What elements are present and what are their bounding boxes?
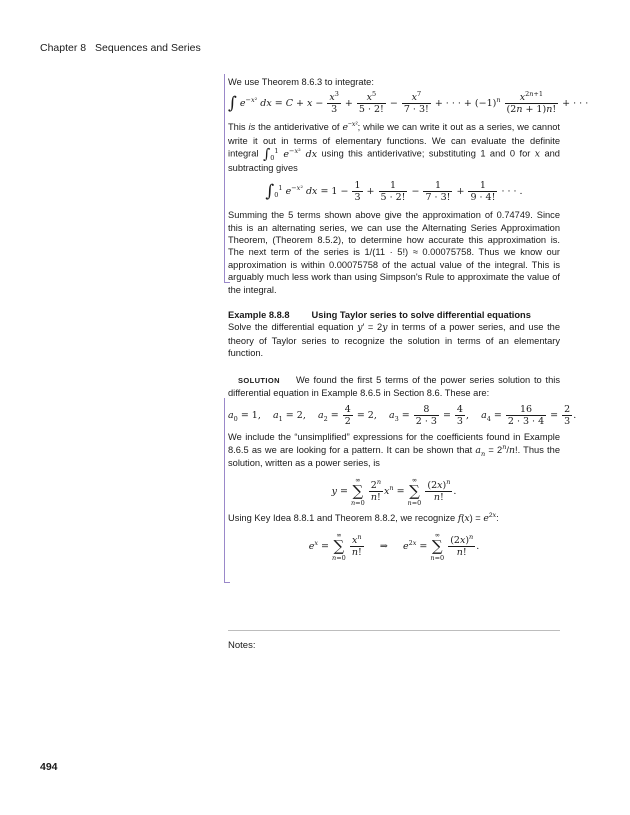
chapter-number: Chapter 8: [40, 42, 87, 54]
equation-coefficients: $a_0 = 1$, $a_1 = 2$, $a_2$ = $\frac{4}{2}$ = 2, $a_3$ = $\frac{8}{2 \cdot 3}$ = $\frac{4}{3}$ , $a_4$ = $\frac{16}{2 \cdot 3 \cdot 4}$ = $\frac{2}{3}$ .: [228, 404, 577, 428]
margin-bar-bottom: [224, 398, 225, 582]
recognize-paragraph: Using Key Idea 8.8.1 and Theorem 8.8.2, we recognize $f(x) = e^{2x}$:: [228, 510, 499, 524]
solution-label: SOLUTION: [238, 375, 280, 385]
margin-bar-bottom-tick: [224, 582, 230, 583]
example-title: Using Taylor series to solve differential equations: [311, 309, 531, 320]
pattern-paragraph: We include the “unsimplified” expressions for the coefficients found in Example 8.6.5 as we are looking for a pattern. It can be shown that $a_n = 2^n/n$!. Thus the solution, written as a power series, is: [228, 432, 560, 469]
example-number: Example 8.8.8: [228, 309, 290, 320]
antiderivative-paragraph: This is the antiderivative of $e^{-x^2}$; while we can write it out as a series, we cannot write it out in terms of elementary functions. We can evaluate the definite integral $\int_0^1$ $e^{-x^2}$ dx using this antiderivative; substituting 1 and 0 for x and subtracting gives: [228, 120, 560, 173]
example-heading: [228, 309, 560, 321]
intro-paragraph: We use Theorem 8.6.3 to integrate:: [228, 77, 374, 87]
example-statement: Solve the differential equation y′ = 2y in terms of a power series, and use the theory of Taylor series to recognize the solution in terms of an elementary function.: [228, 322, 560, 359]
main-column: [228, 76, 589, 563]
equation-definite-integral: $\int_0^1$ $e^{-x^2}$ dx = 1 − $\frac{1}{3}$ + $\frac{1}{5 \cdot 2!}$ − $\frac{1}{7 \cdot 3!}$ + $\frac{1}{9 \cdot 4!}$ · · · .: [265, 180, 523, 204]
page-header: [40, 42, 201, 54]
margin-bar-top: [224, 74, 225, 282]
notes-divider: [228, 630, 560, 631]
page-number: 494: [40, 761, 58, 773]
equation-power-series: y = ∞ ∑ n=0 $\frac{2^n}{n!}$ $x^n$ = ∞ ∑ n=0 $\frac{(2x)^n}{n!}$ .: [331, 475, 457, 507]
equation-exponential: $e^x$ = ∞ ∑ n=0 $\frac{x^n}{n!}$ ⇒ $e^{2x}$ = ∞ ∑ n=0 $\frac{(2x)^n}{n!}$ .: [308, 531, 480, 563]
notes-label: Notes:: [228, 640, 256, 651]
equation-series-integral: ∫ $e^{-x^2}$ dx = C + x − $\frac{x^3}{3}$ + $\frac{x^5}{5 \cdot 2!}$ − $\frac{x^7}{7 \cdot 3!}$ + · · · + $(-1)^n$ $\frac{x^{2n+1}}{(2n + 1)n!}$ + · · ·: [228, 90, 589, 116]
solution-intro: SOLUTION We found the first 5 terms of the power series solution to this differential equation in Example 8.6.5 in Section 8.6. These are:: [228, 374, 560, 398]
approximation-paragraph: Summing the 5 terms shown above give the approximation of 0.74749. Since this is an alternating series, we can use the Alternating Series Approximation Theorem, (Theorem 8.5.2), to determine how accurate this approximation is. The next term of the series is 1/(11 · 5!) ≈ 0.00075758. Thus we know our approximation is within 0.00075758 of the actual value of the integral. This is arguably much less work than using Simpson's Rule to approximate the value of the integral.: [228, 210, 560, 295]
chapter-title: Sequences and Series: [95, 42, 201, 54]
